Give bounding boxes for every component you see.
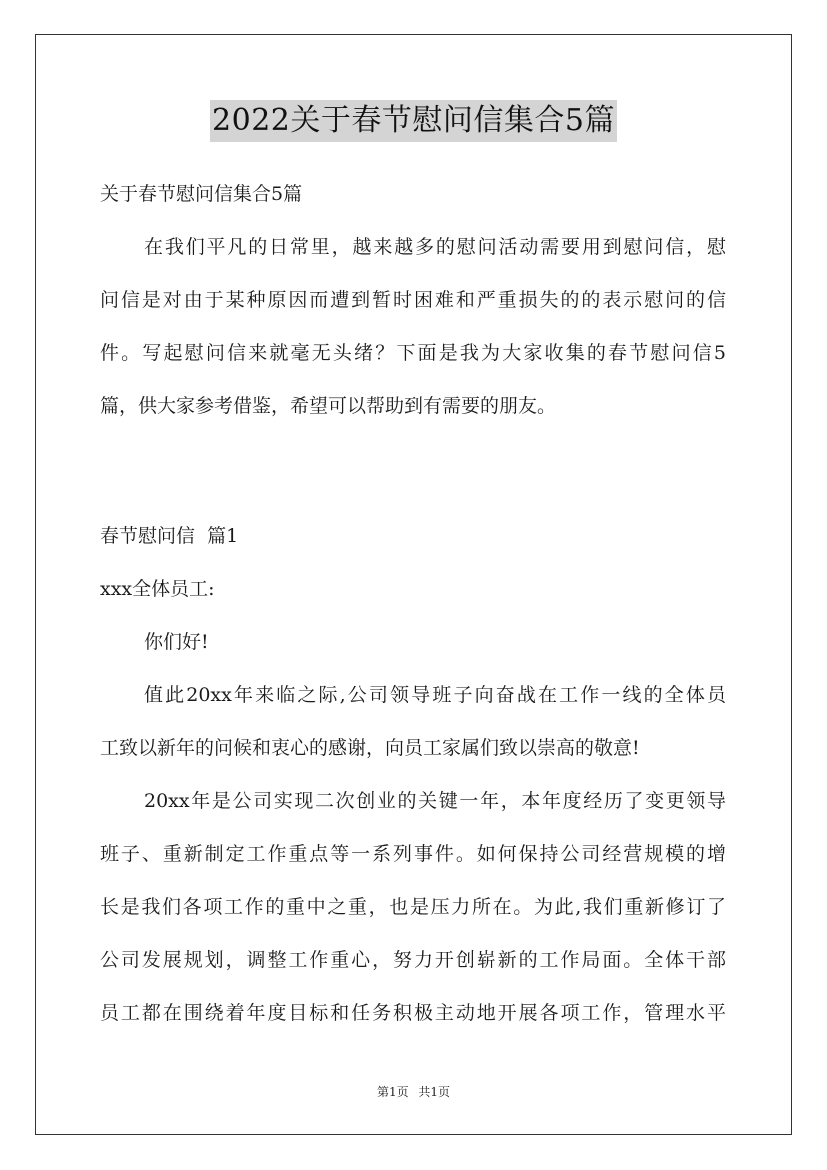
section-heading: 春节慰问信 篇1 [100, 525, 239, 547]
intro-line: 在我们平凡的日常里，越来越多的慰问活动需要用到慰问信，慰 [144, 236, 726, 258]
intro-line: 件。写起慰问信来就毫无头绪？下面是我为大家收集的春节慰问信5 [100, 342, 726, 364]
document-subtitle: 关于春节慰问信集合5篇 [100, 183, 303, 205]
intro-line: 篇，供大家参考借鉴，希望可以帮助到有需要的朋友。 [100, 395, 557, 417]
paragraph-line: 班子、重新制定工作重点等一系列事件。如何保持公司经营规模的增 [100, 843, 726, 865]
paragraph-line: 值此20xx年来临之际,公司领导班子向奋战在工作一线的全体员 [144, 684, 726, 706]
page-total: 共1页 [418, 1085, 451, 1099]
intro-line: 问信是对由于某种原因而遭到暂时困难和严重损失的的表示慰问的信 [100, 289, 726, 311]
title-container [0, 100, 827, 142]
paragraph-line: 员工都在围绕着年度目标和任务积极主动地开展各项工作，管理水平 [100, 1002, 726, 1024]
section-gap [100, 437, 726, 514]
document-body [100, 172, 726, 1044]
paragraph-line: 20xx年是公司实现二次创业的关键一年，本年度经历了变更领导 [144, 790, 726, 812]
document-title: 2022关于春节慰问信集合5篇 [210, 100, 617, 142]
salutation: xxx全体员工: [100, 578, 215, 600]
page-number: 第1页 [376, 1085, 409, 1099]
paragraph-line: 工致以新年的问候和衷心的感谢，向员工家属们致以崇高的敬意! [100, 737, 640, 759]
paragraph-line: 长是我们各项工作的重中之重，也是压力所在。为此,我们重新修订了 [100, 896, 726, 918]
greeting: 你们好! [144, 631, 209, 653]
page-footer [0, 1084, 827, 1100]
paragraph-line: 公司发展规划，调整工作重心，努力开创崭新的工作局面。全体干部 [100, 949, 726, 971]
